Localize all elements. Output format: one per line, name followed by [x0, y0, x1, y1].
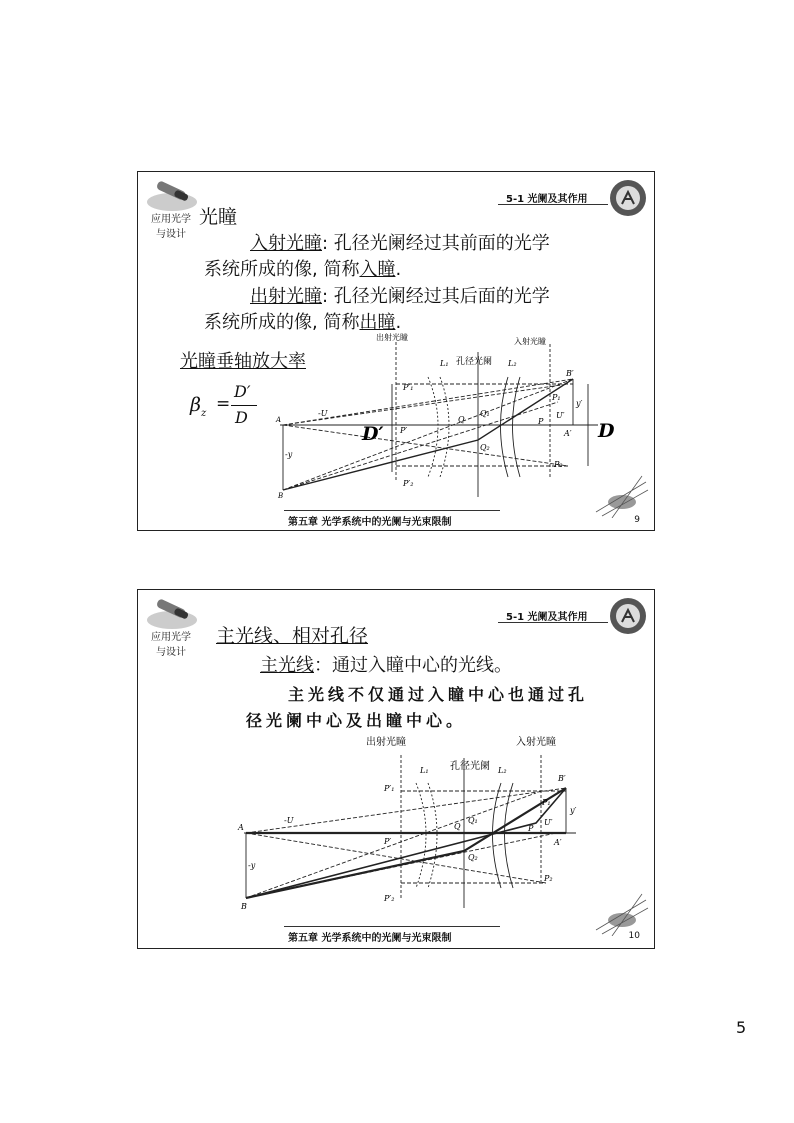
ray-bundle: [283, 379, 573, 490]
section-tag: 5-1 光阑及其作用: [506, 194, 588, 205]
formula-equals: =: [216, 394, 231, 414]
svg-text:P₂: P₂: [554, 460, 563, 469]
svg-text:L₁: L₁: [440, 359, 449, 368]
university-seal-icon: [608, 596, 648, 636]
svg-text:Q: Q: [454, 822, 461, 831]
lens-L2: [493, 783, 514, 888]
formula-beta: $\beta_z$: [190, 394, 207, 419]
svg-text:P′₂: P′₂: [403, 479, 414, 488]
svg-text:L₂: L₂: [498, 766, 507, 775]
svg-text:L₁: L₁: [420, 766, 429, 775]
chief-ray-term: 主光线: [260, 655, 314, 676]
slide-10: [137, 589, 655, 949]
chief-ray: [283, 379, 573, 490]
svg-text:P′: P′: [400, 426, 408, 435]
slide-number: 9: [634, 515, 640, 525]
entrance-pupil-short: 入瞳: [359, 259, 396, 280]
svg-text:-y: -y: [248, 861, 256, 870]
university-seal-icon: [608, 178, 648, 218]
formula-denominator: D: [235, 408, 248, 427]
entrance-pupil-term: 入射光瞳: [250, 233, 322, 254]
svg-text:B: B: [241, 902, 247, 911]
slide-footer: 第五章 光学系统中的光阑与光束限制: [288, 517, 452, 528]
label-exit-pupil: 出射光瞳: [376, 333, 408, 342]
chief-ray: [246, 788, 566, 898]
label-aperture-stop: 孔径光阑: [456, 357, 493, 367]
svg-text:U′: U′: [544, 818, 553, 827]
course-logo-icon: [144, 176, 200, 214]
optics-corner-icon: [592, 472, 650, 518]
svg-text:P′₂: P′₂: [384, 894, 395, 903]
exit-pupil-short: 出瞳: [359, 312, 396, 333]
svg-text:Q: Q: [458, 415, 465, 424]
svg-text:B′: B′: [566, 369, 574, 378]
slide-title: 光瞳: [199, 206, 238, 228]
svg-text:P₁: P₁: [542, 798, 551, 807]
chief-ray-diagram: [236, 733, 616, 913]
svg-text:P₁: P₁: [552, 393, 561, 402]
svg-text:L₂: L₂: [508, 359, 517, 368]
svg-text:Q₂: Q₂: [468, 853, 478, 862]
svg-text:-y: -y: [285, 450, 293, 459]
svg-text:B′: B′: [558, 774, 566, 783]
marginal-ray: [246, 788, 566, 898]
footer-rule: [284, 510, 500, 511]
lens-L1: [428, 377, 449, 477]
svg-text:入射光瞳: 入射光瞳: [516, 737, 556, 748]
svg-text:P₂: P₂: [544, 874, 553, 883]
svg-text:A: A: [238, 823, 244, 832]
svg-text:P: P: [528, 824, 534, 833]
page-number: 5: [736, 1018, 747, 1037]
pupil-magnification-heading: 光瞳垂轴放大率: [180, 351, 306, 372]
sidebar-label: 应用光学 与设计: [151, 632, 191, 658]
footer-rule: [284, 926, 500, 927]
svg-text:U′: U′: [556, 411, 565, 420]
course-logo-icon: [144, 594, 200, 632]
svg-text:A: A: [276, 416, 282, 424]
lens-L1: [416, 783, 437, 888]
svg-text:-U: -U: [318, 409, 328, 418]
svg-text:孔径光阑: 孔径光阑: [450, 761, 490, 772]
svg-text:-U: -U: [284, 816, 294, 825]
chief-ray-note: 主光线不仅通过入瞳中心也通过孔: [288, 685, 589, 704]
svg-text:Q₁: Q₁: [468, 816, 478, 825]
optics-corner-icon: [592, 890, 650, 936]
slide-9: [137, 171, 655, 531]
slide-title: 主光线、相对孔径: [216, 625, 369, 647]
formula-numerator: D′: [234, 382, 251, 401]
chief-ray-definition: 主光线：通过入瞳中心的光线。: [260, 655, 512, 676]
svg-text:Q₁: Q₁: [480, 409, 490, 418]
svg-text:y′: y′: [570, 806, 577, 815]
label-D: D: [598, 420, 615, 442]
svg-text:Q₂: Q₂: [480, 443, 490, 452]
label-entrance-pupil: 入射光瞳: [514, 337, 546, 346]
svg-text:A′: A′: [554, 838, 562, 847]
entrance-pupil-definition-cont: 系统所成的像, 简称入瞳.: [204, 259, 402, 280]
svg-text:y′: y′: [576, 399, 583, 408]
svg-text:P: P: [538, 417, 544, 426]
sidebar-label: 应用光学 与设计: [151, 214, 191, 240]
section-underline: [498, 204, 608, 205]
chief-ray-note-cont: 径光阑中心及出瞳中心。: [246, 711, 467, 730]
svg-text:P′₁: P′₁: [403, 383, 414, 392]
section-tag: 5-1 光阑及其作用: [506, 612, 588, 623]
entrance-pupil-definition: 入射光瞳: 孔径光阑经过其前面的光学: [250, 233, 550, 254]
formula-fraction-bar: [231, 405, 257, 406]
exit-pupil-term: 出射光瞳: [250, 286, 322, 307]
ray-bundle: [246, 788, 566, 898]
svg-text:B: B: [278, 492, 284, 500]
slide-footer: 第五章 光学系统中的光阑与光束限制: [288, 933, 452, 944]
svg-text:A′: A′: [564, 429, 572, 438]
label-D-prime: D′: [362, 423, 384, 445]
exit-pupil-definition-cont: 系统所成的像, 简称出瞳.: [204, 312, 402, 333]
svg-text:出射光瞳: 出射光瞳: [366, 737, 406, 748]
slide-number: 10: [628, 931, 640, 941]
exit-pupil-definition: 出射光瞳: 孔径光阑经过其后面的光学: [250, 286, 550, 307]
svg-text:P′₁: P′₁: [384, 784, 395, 793]
svg-text:P′: P′: [384, 837, 392, 846]
section-underline: [498, 622, 608, 623]
